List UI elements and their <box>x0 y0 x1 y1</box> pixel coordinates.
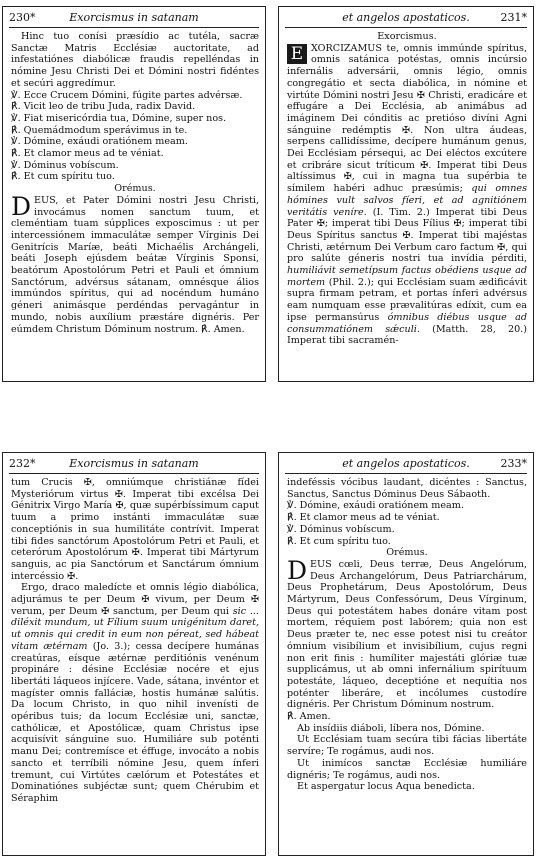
text-run: Ergo, draco maledícte et omnis légio diabólica, adjurámus te per Deum ✠ vivum, per Deum ✠ verum, per Deum ✠ sanctum, per Deum qui <box>11 582 259 617</box>
page-233 <box>278 452 534 856</box>
paragraph <box>11 582 259 804</box>
prayer-paragraph <box>287 555 527 711</box>
section-heading: Exorcismus. <box>377 31 437 42</box>
page-header <box>9 9 259 27</box>
response: ℟. Et cum spíritu tuo. <box>11 171 115 183</box>
scripture-quote: ómnibus diébus usque ad consummatiónem sǽculi. <box>287 311 527 335</box>
versicle: ℣. Dóminus vobíscum. <box>11 159 119 171</box>
page-number: 232* <box>9 457 36 470</box>
versicle: ℣. Fiat misericórdia tua, Dómine, super nos. <box>11 112 227 124</box>
drop-cap: D <box>287 555 308 585</box>
section-heading: Orémus. <box>386 547 428 559</box>
page-230 <box>2 6 266 382</box>
response: ℟. Amen. <box>287 711 331 723</box>
page-header <box>285 455 527 473</box>
page-body <box>287 477 527 851</box>
paragraph: Hinc tuo conísi præsídio ac tutéla, sacræ Sanctæ Matris Ecclésiæ auctoritate, ad infestatiónes diabólicæ fraudis repelléndas in nómine Jesu Christi Dei et Dómini nostri fidéntes et secúri aggredímur. <box>11 31 259 89</box>
response: ℟. Et clamor meus ad te véniat. <box>287 512 440 524</box>
response: ℟. Vicit leo de tribu Juda, radix David. <box>11 101 196 113</box>
paragraph: Ut Ecclésiam tuam secúra tibi fácias libertáte servíre; Te rogámus, audi nos. <box>287 734 527 758</box>
paragraph: Et aspergatur locus Aqua benedicta. <box>297 781 475 793</box>
page-body <box>11 477 259 851</box>
page-header <box>9 455 259 473</box>
page-number: 231* <box>500 11 527 24</box>
running-head: Exorcismus in satanam <box>69 11 199 24</box>
paragraph: tum Crucis ✠, omniúmque christiánæ fídei Mysteriórum virtus ✠. Imperat tibi excélsa Dei Génitrix Virgo María ✠, quæ supérbíssimum caput tuum a primo instánti immaculátæ suæ conceptiónis in sua humilitáte contrívit. Imperat tibi fides sanctórum Apostolórum Petri et Pauli, et ceterórum Apostolórum ✠. Imperat tibi Mártyrum sanguis, ac pia Sanctórum et Sanctárum ómnium intercéssio ✠. <box>11 477 259 582</box>
running-head: et angelos apostaticos. <box>342 457 470 470</box>
drop-cap-ornamented: E <box>287 44 307 64</box>
page-number: 230* <box>9 11 36 24</box>
exorcism-paragraph <box>287 43 527 347</box>
versicle: ℣. Dómine, exáudi oratiónem meam. <box>287 500 464 512</box>
prayer-text: EUS cœli, Deus terræ, Deus Angelórum, Deus Archangelórum, Deus Patriarchárum, Deus Prophetárum, Deus Apostolórum, Deus Mártyrum, Deus Confessórum, Deus Vírginum, Deus qui potestátem habes donáre vitam post mortem, réquiem post labórem; quia non est Deus præter te, nec esse potest nisi tu creátor ómnium visibílium et invisibílium, cujus regni non erit finis : humíliter majestáti glóriæ tuæ supplicámus, ut ab omni infernálium spirítuum potestáte, láqueo, deceptióne et nequítia nos poténter liberáre, et incólumes custodíre dignéris. Per Christum Dóminum nostrum. <box>287 558 527 711</box>
text-run: XORCIZAMUS te, omnis immúnde spíritus, omnis satánica potéstas, omnis incúrsio infernális adversárii, omnis légio, omnis congregátio et secta diabólica, in nómine et virtúte Dómini nostri Jesu ✠ Christi, eradicáre et effugáre a Dei Ecclésia, ab animábus ad imáginem Dei cónditis ac pretióso divíni Agni sánguine redémptis ✠. Non ultra áudeas, serpens callidíssime, decípere humánum genus, Dei Ecclésiam pérsequi, ac Dei eléctos excútere et cribráre sicut tríticum ✠. Imperat tibi Deus altíssimus ✠, cui in magna tua supérbia te símilem habéri adhuc præsúmis; <box>287 42 527 195</box>
paragraph: Ut inimícos sanctæ Ecclésiæ humiliáre dignéris; Te rogámus, audi nos. <box>287 757 527 781</box>
page-body <box>11 31 259 377</box>
response: ℟. Et cum spíritu tuo. <box>287 535 391 547</box>
page-231 <box>278 6 534 382</box>
running-head: et angelos apostaticos. <box>342 11 470 24</box>
running-head: Exorcismus in satanam <box>69 457 199 470</box>
page-header <box>285 9 527 27</box>
prayer-text: EUS, et Pater Dómini nostri Jesu Christi, invocámus nomen sanctum tuum, et cleméntiam tuam súpplices exposcimus : ut per intercessiónem immaculátæ semper Vírginis Dei Genitrícis Maríæ, beáti Michaélis Archángeli, beáti Joseph ejúsdem beátæ Vírginis Sponsi, beatórum Apostolórum Petri et Pauli et ómnium Sanctórum, advérsus sátanam, omnésque álios immúndos spíritus, qui ad nocéndum humáno géneri animásque perdéndas pervagántur in mundo, nobis auxílium præstáre dignéris. Per eúmdem Christum Dóminum nostrum. ℟. Amen. <box>11 194 259 335</box>
response: ℟. Quemádmodum sperávimus in te. <box>11 124 188 136</box>
response: ℟. Et clamor meus ad te véniat. <box>11 148 164 160</box>
text-run: (Phil. 2.); qui Ecclésiam suam ædificávit supra firmam petram, et portas ínferi advérsus eam numquam esse prævalitúras edíxit, cum ea ipse permansúrus <box>287 276 527 323</box>
scripture-quote: sic ... diléxit mundum, ut Fílium suum unigénitum daret, ut omnis qui credit in eum non péreat, sed hábeat vitam ætérnam <box>11 605 259 652</box>
paragraph: indeféssis vócibus laudant, dicéntes : Sanctus, Sanctus, Sanctus Dóminus Deus Sábaoth. <box>287 477 527 500</box>
scripture-quote: qui omnes hómines vult salvos fíeri, et ad agnitiónem veritátis veníre. <box>287 183 527 218</box>
text-run: (I. Tim. 2.) Imperat tibi Deus Pater ✠; imperat tibi Deus Fílius ✠; imperat tibi Deus Spíritus sanctus ✠. Imperat tibi majéstas Christi, ætérnum Dei Verbum caro factum ✠, qui pro salúte géneris nostri tua invídia pérditi, <box>287 206 527 265</box>
versicle: ℣. Ecce Crucem Dómini, fúgite partes advérsæ. <box>11 89 243 101</box>
versicle: ℣. Dóminus vobíscum. <box>287 523 395 535</box>
scripture-quote: humiliávit semetípsum factus obédiens usque ad mortem <box>287 265 527 288</box>
section-heading: Orémus. <box>114 183 156 195</box>
text-run: (Matth. 28, 20.) Imperat tibi sacramén- <box>287 323 527 347</box>
paragraph: Ab insídiis diáboli, líbera nos, Dómine. <box>297 722 485 734</box>
page-232 <box>2 452 266 856</box>
page-body <box>287 31 527 377</box>
prayer-paragraph <box>11 191 259 335</box>
page-number: 233* <box>500 457 527 470</box>
text-run: (Jo. 3.); cessa decípere humánas creatúras, eísque ætérnæ perditiónis venénum propináre : désine Ecclésiæ nocére et ejus libertáti láqueos injícere. Vade, sátana, invéntor et magíster omnis falláciæ, hostis humánæ salútis. Da locum Christo, in quo nihil invenísti de opéribus tuis; da locum Ecclésiæ uni, sanctæ, cathólicæ, et Apostólicæ, quam Christus ipse acquisívit sánguine suo. Humiliáre sub poténti manu Dei; contremísce et éffuge, invocáto a nobis sancto et terríbili nómine Jesu, quem ínferi tremunt, cui Virtútes cælórum et Potestátes et Dominatiónes subjéctæ sunt; quem Chérubim et Séraphim <box>11 640 259 804</box>
versicle: ℣. Dómine, exáudi oratiónem meam. <box>11 136 188 148</box>
drop-cap: D <box>11 191 32 221</box>
